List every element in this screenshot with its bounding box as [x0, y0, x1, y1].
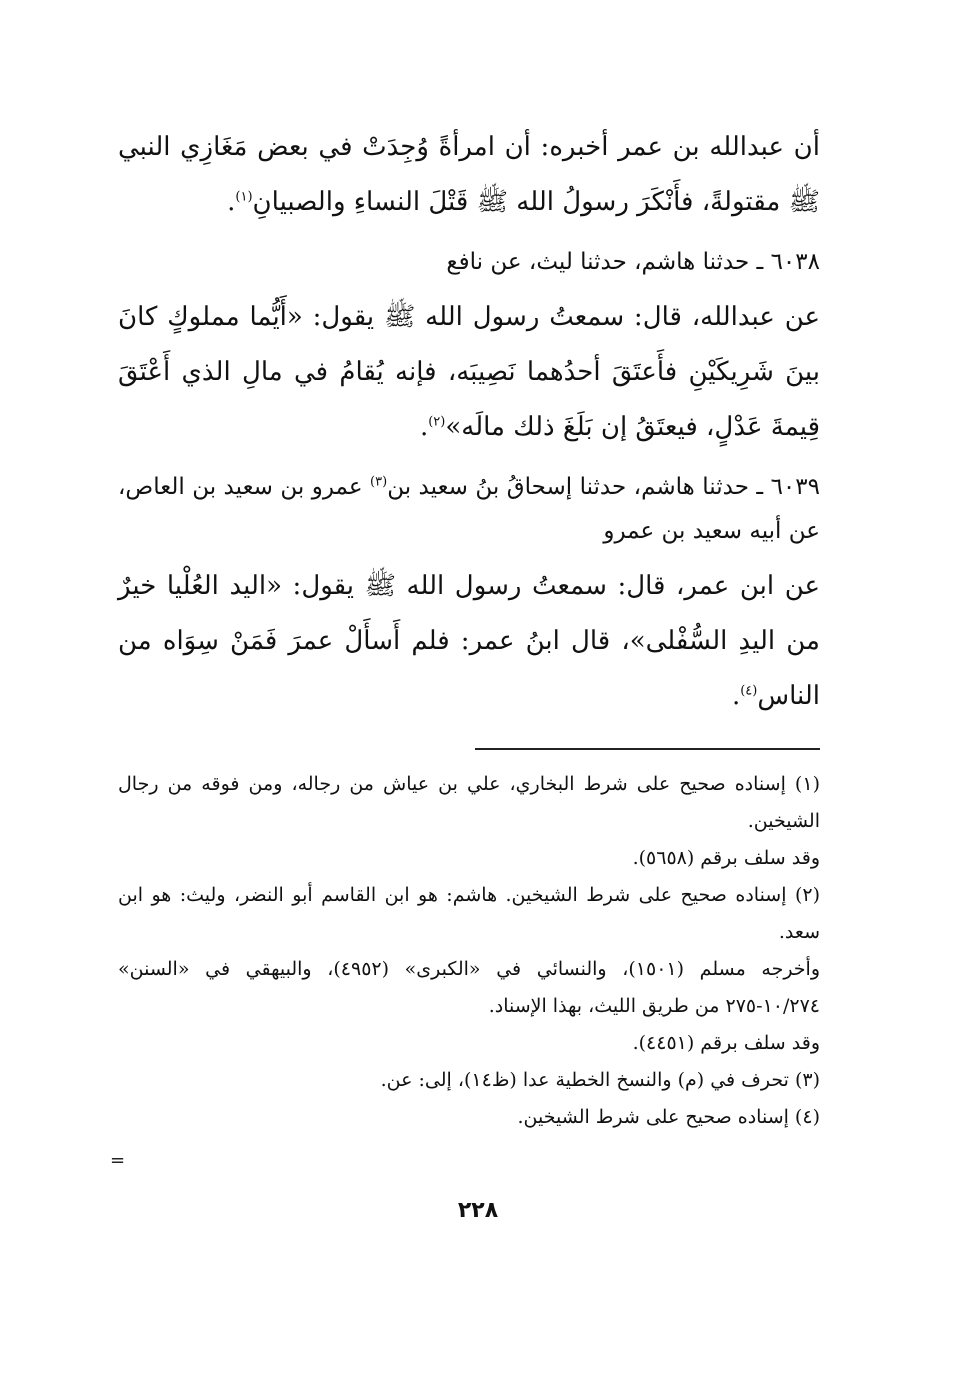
- footnotes: [118, 766, 820, 1136]
- chain-text: ٦٠٣٩ ـ حدثنا هاشم، حدثنا إسحاقُ بنُ سعيد بن: [387, 474, 820, 500]
- footnote-4: (٤) إسناده صحيح على شرط الشيخين.: [517, 1106, 820, 1128]
- paragraph-text: أن عبدالله بن عمر أخبره: أن امرأةً وُجِدَتْ في بعض مَغَازِي النبي ﷺ مقتولةً، فأَنْكَرَ رسولُ الله ﷺ قَتْلَ النساءِ والصبيانِ: [118, 132, 820, 217]
- footnote-3: (٣) تحرف في (م) والنسخ الخطية عدا (ظ١٤)، إلى: عن.: [380, 1069, 820, 1091]
- hadith-chain-6038: ٦٠٣٨ ـ حدثنا هاشم، حدثنا ليث، عن نافع: [446, 249, 820, 275]
- continuation-mark: =: [110, 1150, 126, 1171]
- footnote-divider: [475, 748, 820, 750]
- hadith-text-6038: [118, 290, 820, 455]
- chain-text: عمرو بن سعيد بن العاص، عن أبيه سعيد بن عمرو: [118, 474, 820, 544]
- hadith-chain-6039: [118, 465, 820, 553]
- punctuation: .: [227, 187, 236, 217]
- hadith-text-6039: [118, 559, 820, 724]
- punctuation: .: [419, 412, 429, 442]
- footnote-ref-1[interactable]: (١): [235, 189, 253, 205]
- punctuation: .: [731, 681, 741, 711]
- footnote-ref-3[interactable]: (٣): [370, 474, 388, 490]
- footnote-2: (٢) إسناده صحيح على شرط الشيخين. هاشم: هو ابن القاسم أبو النضر، وليث: هو ابن سعد.: [118, 884, 820, 943]
- paragraph-text: عن ابن عمر، قال: سمعتُ رسول الله ﷺ يقول: «اليد العُلْيا خيرٌ من اليدِ السُّفْلى»، قال ابنُ عمر: فلم أَسأَلْ عمرَ فَمَنْ سِوَاه من الناس: [118, 571, 820, 711]
- footnote-ref-2[interactable]: (٢): [428, 414, 446, 430]
- footnote-2-sources: وأخرجه مسلم (١٥٠١)، والنسائي في «الكبرى» (٤٩٥٢)، والبيهقي في «السنن» ١٠/٢٧٤-٢٧٥ من طريق الليث، بهذا الإسناد.: [118, 958, 820, 1017]
- hadith-text-6037-end: [118, 120, 820, 230]
- footnote-1-note: وقد سلف برقم (٥٦٥٨).: [632, 847, 820, 869]
- footnote-1: (١) إسناده صحيح على شرط البخاري، علي بن عياش من رجاله، ومن فوقه من رجال الشيخين.: [118, 773, 820, 832]
- footnote-ref-4[interactable]: (٤): [740, 683, 758, 699]
- paragraph-text: عن عبدالله، قال: سمعتُ رسول الله ﷺ يقول: «أَيُّما مملوكٍ كانَ بينَ شَرِيكَيْنِ فأَعتَقَ أحدُهما نَصِيبَه، فإنه يُقامُ في مالِ الذي أَعْتَقَ قِيمةَ عَدْلٍ، فيعتَقُ إن بَلَغَ ذلك مالَه»: [118, 302, 820, 442]
- page-body: [118, 120, 820, 1136]
- footnote-2-note: وقد سلف برقم (٤٤٥١).: [632, 1032, 820, 1054]
- page-number: ٢٢٨: [457, 1198, 499, 1223]
